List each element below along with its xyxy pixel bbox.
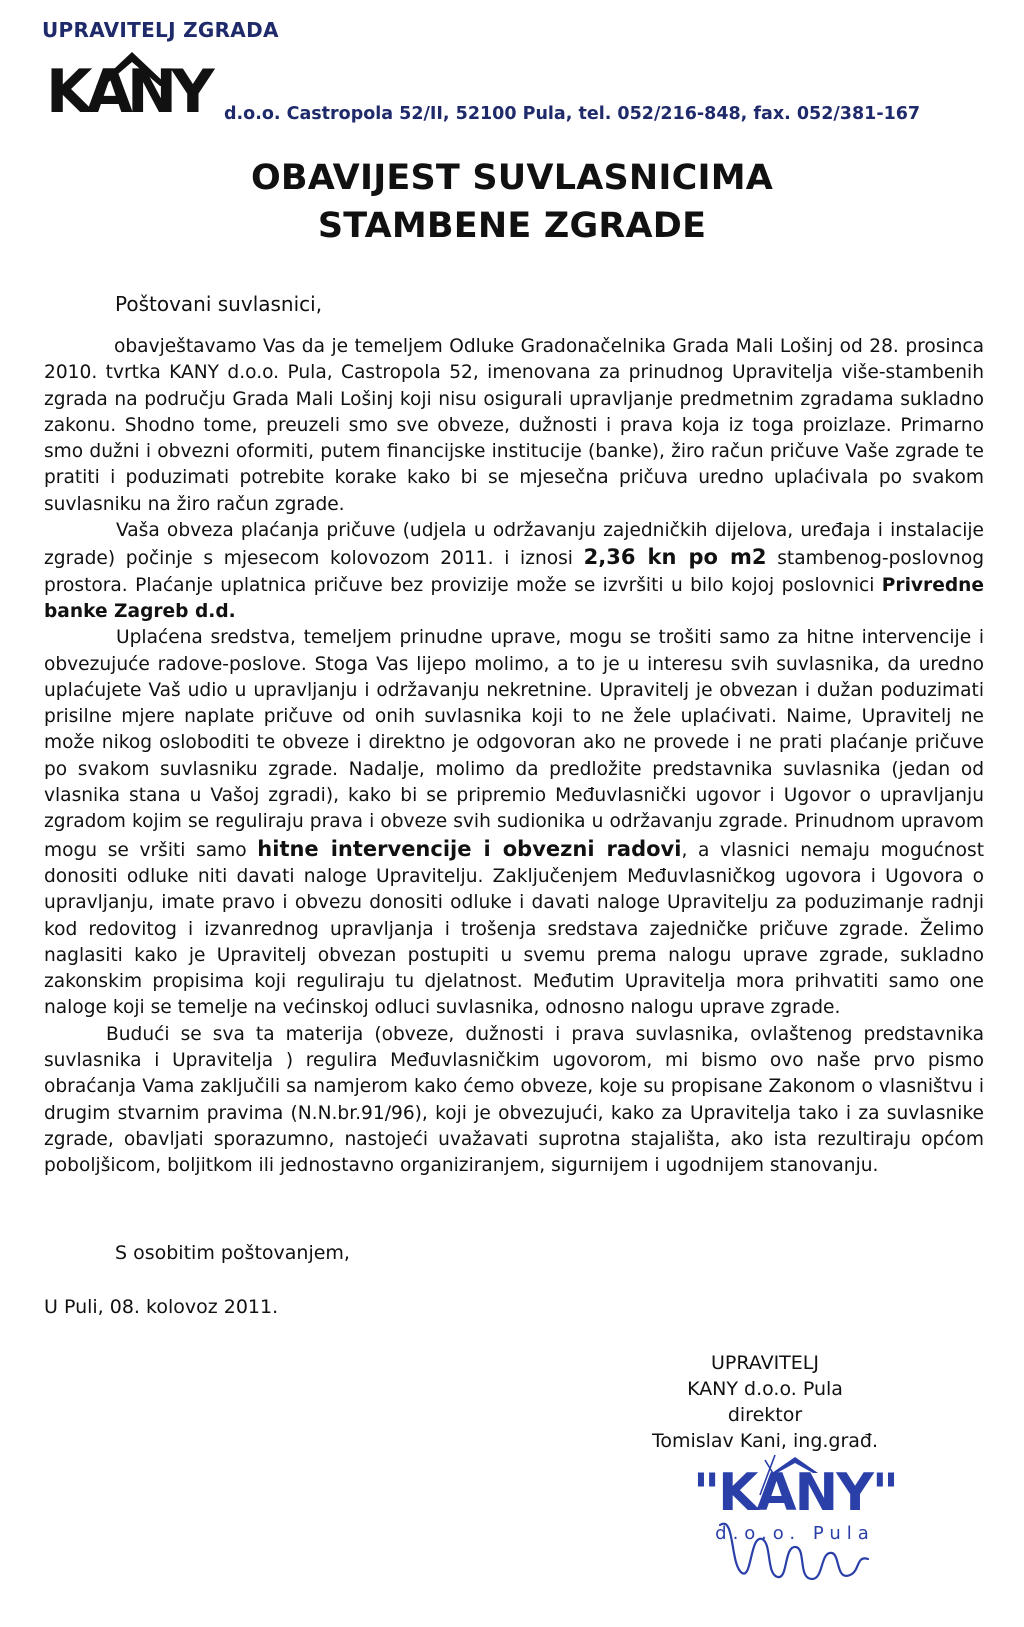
signature-company: KANY d.o.o. Pula <box>687 1378 843 1400</box>
signature-title: direktor <box>727 1404 803 1426</box>
paragraph-2-part-a: Vaša obveza plaćanja pričuve (udjela u održavanju zajedničkih dijelova, uređaja i instalacije zgrade) počinje s mjesecom kolovozom 2011. i iznosi <box>44 520 984 570</box>
paragraph-2-part-b: stambenog-poslovnog prostora. Plaćanje uplatnica pričuve bez provizije može se izvršiti u bilo kojoj poslovnici <box>44 548 985 596</box>
kany-logo <box>44 46 219 124</box>
heading-line-1: OBAVIJEST SUVLASNICIMA <box>250 158 774 198</box>
paragraph-3-part-a: Uplaćena sredstva, temeljem prinudne uprave, mogu se trošiti samo za hitne intervencije i obvezujuće radove-poslove. Stoga Vas lijepo molimo, a to je u interesu svih suvlasnika, da uredno uplaćujete Vaš udio u upravljanju i održavanju nekretnine. Upravitelj je obvezan i dužan poduzimati prisilne mjere naplate pričuve od onih suvlasnika koji to ne žele uplaćivati. Naime, Upravitelj ne može nikog osloboditi te obveze i direktno je odgovoran ako ne provede i ne prati plaćanje pričuve po svakom suvlasniku zgrade. Nadalje, molimo da predložite predstavnika suvlasnika (jedan od vlasnika stana u Vašoj zgradi), kako bi se pripremio Međuvlasnički ugovor i Ugovor o upravljanju zgradom kojim se reguliraju prava i obveze svih sudionika u održavanju zgrade. Prinudnom upravom mogu se vršiti samo <box>44 627 984 861</box>
company-stamp <box>680 1455 910 1595</box>
salutation: Poštovani suvlasnici, <box>115 292 323 316</box>
emphasis-urgent-works: hitne intervencije i obvezni radovi <box>257 836 682 861</box>
letter-body <box>44 334 984 1180</box>
letterhead-address: d.o.o. Castropola 52/II, 52100 Pula, tel. 052/216-848, fax. 052/381-167 <box>224 104 921 124</box>
closing-line: S osobitim poštovanjem, <box>115 1242 350 1264</box>
signature-name: Tomislav Kani, ing.građ. <box>651 1430 879 1452</box>
stamp-subtext: d.o.o. Pula <box>715 1523 875 1544</box>
paragraph-2 <box>44 518 984 625</box>
reserve-amount: 2,36 kn po m2 <box>583 545 767 570</box>
logo-text: KANY <box>46 57 209 124</box>
heading-line-2: STAMBENE ZGRADE <box>317 206 707 246</box>
paragraph-3 <box>44 625 984 1021</box>
signature-block <box>640 1350 890 1454</box>
paragraph-4: Budući se sva ta materija (obveze, dužnosti i prava suvlasnika, ovlaštenog predstavnika suvlasnika i Upravitelja ) regulira Međuvlasničkim ugovorom, mi bismo ovo naše prvo pismo obraćanja Vama zaključili sa namjerom kako ćemo obveze, koje su propisane Zakonom o vlasništvu i drugim stvarnim pravima (N.N.br.91/96), koji je obvezujući, kako za Upravitelja tako i za suvlasnike zgrade, obavljati sporazumno, nastojeći uvažavati suprotna stajališta, ako ista rezultiraju općom poboljšicom, boljitkom ili jednostavno organiziranjem, sigurnijem i ugodnijem stanovanju. <box>44 1023 984 1177</box>
paragraph-3-part-b: , a vlasnici nemaju mogućnost donositi odluke niti davati naloge Upravitelju. Zaključenjem Međuvlasničkog ugovora i Ugovora o upravljanju, imate pravo i obvezu donositi odluke i davati naloge Upravitelju za poduzimanje radnji kod redovitog i izvanrednog upravljanja i trošenja sredstava zajedničke pričuve zgrade. Želimo naglasiti kako je Upravitelj obvezan postupiti u svemu prema nalogu uprave zgrade, sukladno zakonskim propisima koji reguliraju tu djelatnost. Međutim Upravitelja mora prihvatiti samo one naloge koji se temelje na većinskoj odluci suvlasnika, odnosno nalogu uprave zgrade. <box>44 839 985 1019</box>
paragraph-1: obavještavamo Vas da je temeljem Odluke Gradonačelnika Grada Mali Lošinj od 28. prosinca 2010. tvrtka KANY d.o.o. Pula, Castropola 52, imenovana za prinudnog Upravitelja više-stambenih zgrada na području Grada Mali Lošinj koji nisu osigurali upravljanje predmetnim zgradama sukladno zakonu. Shodno tome, preuzeli smo sve obveze, dužnosti i prava koja iz toga proizlaze. Primarno smo dužni i obvezni oformiti, putem financijske institucije (banke), žiro račun pričuve Vaše zgrade te pratiti i poduzimati potrebite korake kako bi se mjesečna pričuva uredno uplaćivala po svakom suvlasniku na žiro račun zgrade. <box>44 336 984 515</box>
letterhead-title: UPRAVITELJ ZGRADA <box>42 18 279 42</box>
place-and-date: U Puli, 08. kolovoz 2011. <box>44 1296 279 1318</box>
stamp-logo-text: "KANY" <box>693 1463 897 1523</box>
signature-role: UPRAVITELJ <box>711 1352 819 1374</box>
bank-name: Privredne banke Zagreb d.d. <box>44 574 984 622</box>
